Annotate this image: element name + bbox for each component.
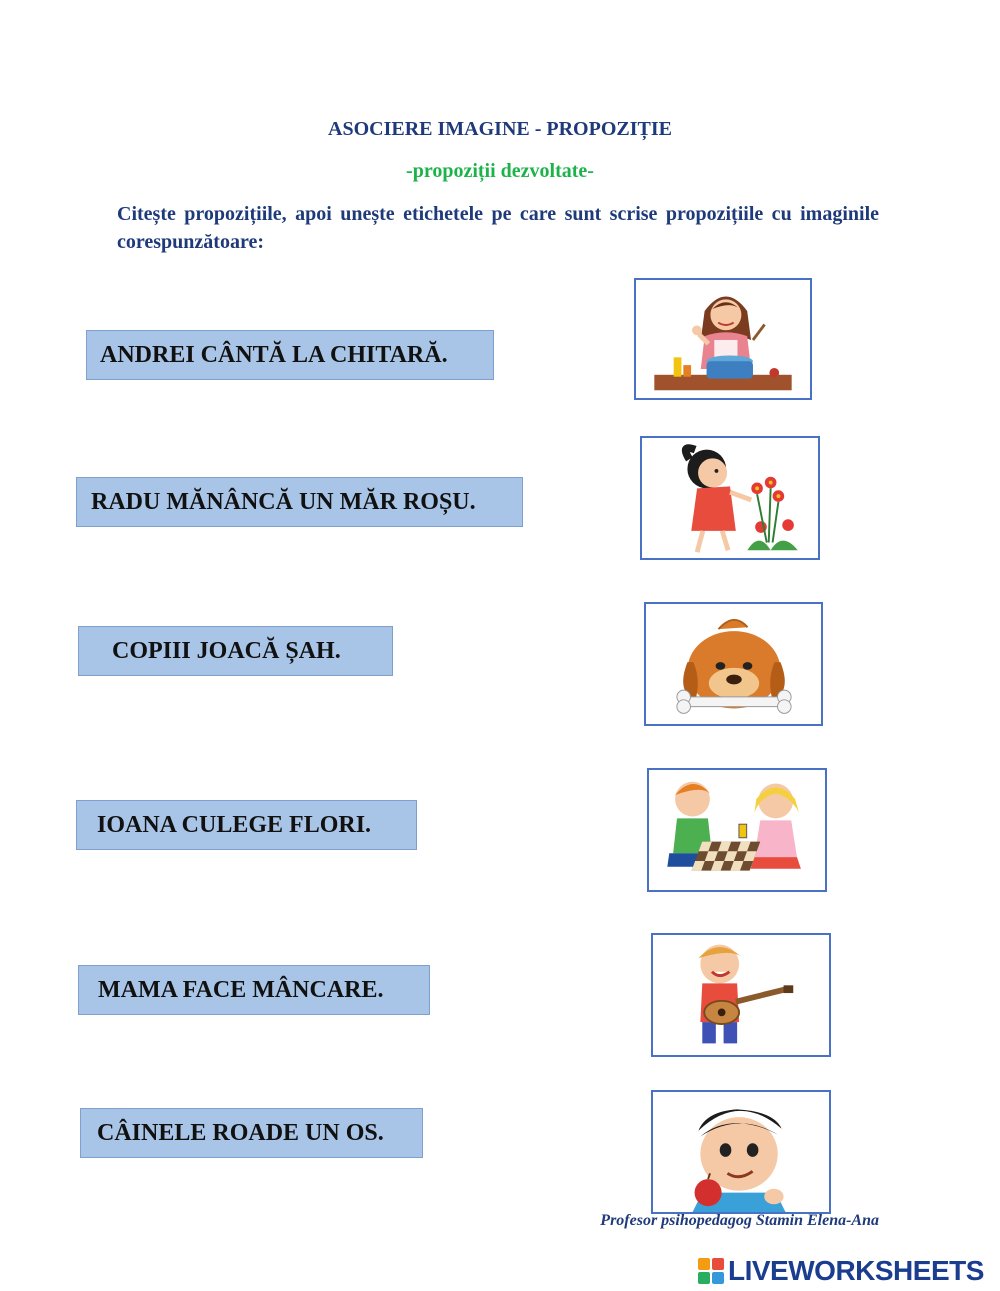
worksheet-title: ASOCIERE IMAGINE - PROPOZIȚIE: [328, 118, 672, 140]
brand-blocks-icon: [698, 1258, 724, 1284]
cooking-mother-icon: [636, 280, 810, 398]
image-card-cooking[interactable]: [634, 278, 812, 400]
brand-text: LIVEWORKSHEETS: [728, 1255, 984, 1286]
sentence-label-5[interactable]: MAMA FACE MÂNCARE.: [78, 965, 430, 1015]
image-card-guitar[interactable]: [651, 933, 831, 1057]
brand-logo: [698, 1256, 984, 1286]
instructions-text: Citește propozițiile, apoi unește etichetele pe care sunt scrise propozițiile cu imaginile corespunzătoare:: [117, 203, 879, 253]
image-card-dog[interactable]: [644, 602, 823, 726]
worksheet-subtitle: -propoziții dezvoltate-: [406, 160, 594, 182]
sentence-label-3[interactable]: COPIII JOACĂ ȘAH.: [78, 626, 393, 676]
image-card-flowers[interactable]: [640, 436, 820, 560]
girl-picking-flowers-icon: [642, 438, 818, 558]
boy-playing-guitar-icon: [653, 935, 829, 1055]
author-signature: Profesor psihopedagog Stamin Elena-Ana: [600, 1212, 879, 1229]
children-playing-chess-icon: [649, 770, 825, 890]
sentence-label-2[interactable]: RADU MĂNÂNCĂ UN MĂR ROȘU.: [76, 477, 523, 527]
sentence-label-1[interactable]: ANDREI CÂNTĂ LA CHITARĂ.: [86, 330, 494, 380]
image-card-apple[interactable]: [651, 1090, 831, 1214]
boy-eating-apple-icon: [653, 1092, 829, 1212]
image-card-chess[interactable]: [647, 768, 827, 892]
dog-with-bone-icon: [646, 604, 821, 724]
sentence-label-4[interactable]: IOANA CULEGE FLORI.: [76, 800, 417, 850]
sentence-label-6[interactable]: CÂINELE ROADE UN OS.: [80, 1108, 423, 1158]
